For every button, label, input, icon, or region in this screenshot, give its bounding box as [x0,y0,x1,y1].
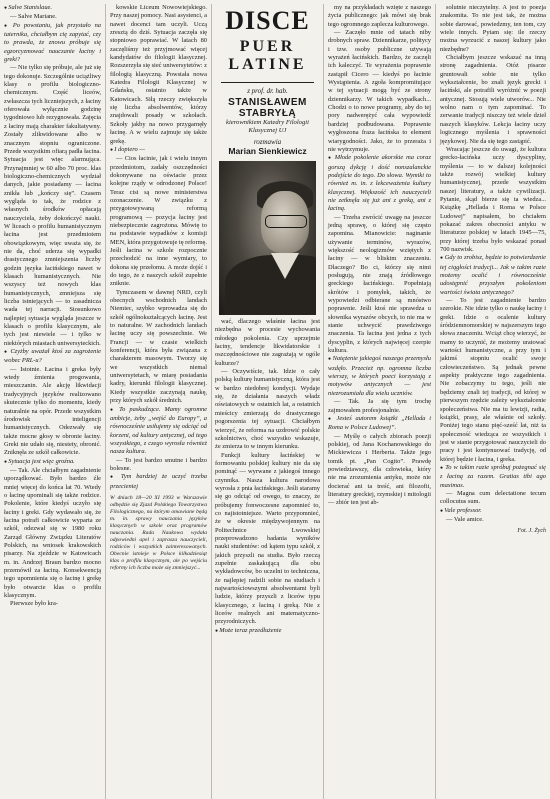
answer-paragraph: — Istotnie. Łacina i greka były wtedy źmienia progowania, mieszczanin. Ale akcję likwidacji tradycyjnych języków realizowano skutecznie tylko do momentu, kiedy naturalnie na opór. Przede wszystkim środowisk inteligencji humanistycznych. Odezwały się także mocne głosy w obronie łaciny. Greki nie udało się, niestety, obronić. Zniknęła ze szkół całkowicie. [4,365,101,457]
column-5 [436,4,550,799]
interviewer-question: ● Może teraz przedłużenie [215,627,320,636]
answer-paragraph: Wracając jeszcze do uwagi, że kultura grecko-łacińska uczy dyscypliny, myślenia — to w dalszej kolejności także rozwój wielkiej kultury humanistycznej, przede wszystkim naszej literatury, a także cywilizacji. Pytanie, skąd bierze się ta wiedza... Książkę „Hellada i Roma w Polsce Ludowej” napisałem, bo chciałem pokazać zakres obecności antyku w literaturze polskiej w latach 1945—75, przy której trzeba było wskazać ponad 700 nazwisk. [440,145,546,253]
column-3 [212,4,324,799]
column-1 [0,4,106,799]
talk-label: rozmawia [253,138,282,147]
interviewer-question: ● Czyżby uważał ktoś za zagrożenie wobec PRL-u? [4,348,101,366]
footnote: W dniach 18—20 XI 1993 w Warszawie odbędzie się Zjazd Polskiego Towarzystwa Filologicznego, na którym omawiane będą m. in. sprawy nauczania języków klasycznych w szkole oraz programów nauczania. Rada Naukowa wydała odpowiedni apel i zaprasza nauczycieli, rodziców i wszystkich zainteresowanych. Obecnie istnieje w Polsce kilkadziesiąt klas o profilu klasycznym, ale po wejściu reformy ich liczba może się zmniejszyć... [110,494,207,571]
author-role: kierownikiem Katedry Filologii Klasycznej UJ [226,119,309,135]
answer-paragraph: my na przykładach wzięte z naszego życia publicznego: jak mówi się brak tego ogromnego zaplecza kulturowego. [328,4,431,28]
interviewer-question: ● To w takim razie spróbuj pożegnać się z łaciną za razem. Gratias tibi ago maximas. [440,464,546,490]
interviewer-question: ● To paskudzące. Mamy ogromne ambicje, żeby „wejść do Europy”, a równocześnie usiłujemy się odciąć od korzeni, od kultury antycznej, od tego wszystkiego, z czego wyrosła również nasza kultura. [110,406,207,457]
interviewer-question: ● Vale professor. [440,507,546,516]
answer-paragraph: — Oczywiście, tak. Idzie o cały polską kulturę humanistyczną, która jest w bardzo niedobrej kondycji. Wydaje się, że działania naszych władz oświatowych w ostatnich lat, a ostatnich mieścicy zmierzają do drastycznego pogorszenia tej sytuacji. Chciałbym wierzyć, że reforma na uzdrowić polskie szkolnictwo, choć wszystko wskazuje, że zmierza to w innym kierunku. [215,368,320,451]
interviewer-name: Marian Sienkiewicz [228,145,307,156]
answer-paragraph: — Trzeba zwrócić uwagę na jeszcze jedną sprawę, o której się często zapomina. Mianowicie: naginanie używanie terminów, wyrazów, większość neologizmów wziętych z łaciny — w bliskim znaczeniu. Dlaczego? Bo ci, którzy się nimi posługują, nie znają źródłowego greckiego łacińskiego. Popełniają skrótów i pomyłek, takich, że wypowiedzi odbierane są mnóstwo poprawnie. Jeśli ktoś nie sprawdza u słownika wyrazów obcych, to nie ma w stanie uchwycić prawdziwego znaczenia. Ta łacina jest jedna z tych dyscyplin, z których najwięcej czerpie kultura. [328,213,431,355]
title-line-2: PUER [239,38,296,55]
portrait-photo [219,161,316,315]
interviewer-question: ● Salve Stanislaue. [4,4,101,13]
interviewer-question: ● Natężenie jakiegoś naszego przemysłu wzdęło. Przecież np. ogromna liczba wierszy, w których poeci korzystają z motywów antycznych — jest niezrozumiała dla wielu uczniów. [328,355,431,398]
title-rule [221,82,314,83]
answer-paragraph: Pierwsze było kra- [10,600,58,608]
photo-suit [225,255,316,315]
title-line-3: LATINE [228,56,307,73]
answer-paragraph: wać, dlaczego właśnie łacina jest niezbędna w procesie wychowania młodego pokolenia. Czy uprzejmie łaciny, tendencje likwidatorskie i oszczędnościowe nie zagrażają w ogóle kulturze? [215,318,320,367]
answer-paragraph: — Nie tylko się próbuje, ale już się tego dokonuje. Szczególnie uciążliwy klasy o profilu biologiczno-chemicznym. Część liceów, zwłaszcza tych liczniejszych, z łaciny oferowała wyłącznie godzinę tygodniowo lub rezygnowała. Zajęcia z łaciny mają charakter fakultatywny. Zostały zlikwidowane albo w znacznym stopniu ograniczone. Przede wszystkim ofiarą padła łacina. Sytuacja jest więc alarmująca. Przynajmniej w 60 albo 70 proc. klas biologiczno-chemicznych wydział danych, jakie posiadamy — łacina znikła lub „kończy się”. Czasem wygląda to tak, że rodzice z własnych środków opłacają nauczyciela, żeby dokończyć nauki. W liceach o profilu humanistycznym łacina jest przedmiotem obowiązkowym, więc uważa się, że nie da, choć uderza się wypadki drastycznego zmniejszenia liczby godzin języka łacińskiego nawet w klasach humanistycznych. Nie wszyscy też nowych klas humanistycznych, zmniejsza się liczba istniejących — to zasadnicza wada tej narracji. Stosunkowo najlepiej sytuacja wygląda jeszcze w klasach o profilu klasycznym, ale tych jest niewiele — i tylko w niektórych miastach uniwersyteckich. [4,64,101,347]
answer-paragraph: — Vale amice. [446,515,484,523]
answer-paragraph: Chciałbym jeszcze wskazać na inną stronę zagadnienia. Otóż pisarze gruntowali sobie nie tylko wykształcenie, bo znali język grecki i łaciński, ale potrafili wyróżnić w poezji antycznej. Stosują wiele utworów... Nie wolno nam o tym zapominać. To zerwanie tradycji niszczy też wiele dzieł naszych klasyków. Lekcja łaciny uczy logicznego myślenia i sprawności językowej. Nie da się tego zastąpić. [440,54,546,145]
interviewer-question: ● Po powstaniu, jak przystało na taternika, chciałbym cię zapytać, czy to prawda, że znowu próbuje się egzorcyzmować nauczanie łaciny i greki? [4,22,101,65]
answer-paragraph: — To jest zagadnienie bardzo szerokie. Nie idzie tylko o naukę łaciny i greki. Idzie o ocalenie kultury śródziemnomorskiej w najszerszym tego słowa znaczeniu. Wciąż chcę wierzyć, że mamy to uczynić, że możemy uratować wartości humanistyczne, a przy tym i jakimś stopniu ocalić swoje człowieczeństwo. Są jednak pewne aspekty praktyczne tego zagadnienia. Nie zobaczymy tu tego, jeśli nie będziemy znali tej tradycji, od której w pierwszym rzędzie zależy wykształcenie społeczeństwa. Nie ma tu lewizji, radia, książki, prasy, ale właśnie od szkoły. Poniżej tego stanu pięć-sześć lat, niż ta społeczność wiedząca ze wszystkich i jest w stanie przygotować nauczycieli do pracy i jest kontynuować tradycję, od której będzie i łacina, i greka. [440,297,546,463]
author-prefix: z prof. dr. hab. [247,87,288,95]
title-line-1: DISCE [225,6,310,35]
answer-paragraph: kowskie Liceum Nowowiejskiego. Przy naszej pomocy. Nasi asystenci, a nawet docenci tam uczyli. Uczą zresztą do dziś. Sytuacja zaczęła się stopniowo poprawiać. W latach 80 zaczęliśmy też przyjmować więcej kandydatów do filologii klasycznej. Rozszerzyła się sieć uniwersytetów: z filologią klasyczną. Powstała nowa Katedra Filologii Klasycznej w Gdańsku, ostatnio także w Katowicach. Siłą rzeczy zwiększyła się liczba absolwentów, którzy znajdowali posady w szkołach. Szkoły jakby na nowo przygarnęły łacinę. A w wielu zajmuje się także grekę. [110,4,208,145]
answer-paragraph: solutnie nieczytelny. A jest to poezja znakomita. To nie jest tak, że można sobie darować, powiedzmy, ten tom, czy wiele innych. Pytam się: ile rzeczy można wyrzucić z naszej kultury jako niezbędne? [440,4,546,53]
answer-paragraph: — To jest bardzo smutne i bardzo bolesne. [110,456,207,472]
interviewer-question: ● Młode pokolenie akorskie ma coraz gorszą dykcję i dość nonszalanckie podejście do tego. Do słowa. Wymiki to również m. in. z lekceważenia kultury klasycznej. Większość ich nauczycieli nie zetknęła się już ani z greką, ani z łaciną. [328,154,431,213]
answer-paragraph: — Zaczęło mnie od tatach niby drobnych spraw. Dziennikarze, politycy i tzw. osoby publiczne używają wyrażeń łacińskich. Bardzo, że zaczęli ich kaleczyć. Te wyrażenia poprawnie zastąpił Cicero — kiedyś po łacinie Wystąpienia. A zgoła kompromitujące w tej sytuacji mogą być ze strony dziennikarzy. W takich wypadkach... Chodzi o to nowe programy, aby do tej pory nadwerężyć cała wypowiedź bardziej podbudowana. Poprawnie wygłoszona fraza łacińska to element wiarygodności. Jako, że to przeraża i nie wytrzymuje. [328,29,431,153]
photo-credit: Fot. J. Żych [517,528,546,535]
answer-paragraph: Tymczasem w dawnej NRD, czyli obecnych wschodnich landach Niemiec, szybko wprowadza się do szkół ogólnokształcących łacinę. Jest to naturalne. W zachodnich landach łacinę uczy się powszechnie. We Francji — w czasie wielkich konferencji, która była związana z charakterem masowym. Tworzy się we wszystkich niemal uniwersytetach, w miarę posiadania kadry, kierunki filologii klasycznej. Kiedy wszystkie zaczynają naukę, przy których szkół średnich. [110,288,207,405]
interviewer-question: ● Sytuacja jest więc groźna. [4,458,101,467]
answer-paragraph: — Tak. Ja się tym trochę zajmowałem profesjonalnie. [328,398,431,414]
column-4 [324,4,436,799]
interviewer-question: ● Jesteś autorem książki „Hellada i Roma w Polsce Ludowej”. [328,415,431,433]
article-header [215,4,320,155]
answer-paragraph: — Myślę o całych zbiorach poezji polskiej, od Jana Kochanowskiego do Mickiewicza i Herberta. Także jego tomik pt. „Pan Cogito”. Prawdę powiedziawszy, dla człowieka, który nie ma zrozumienia antyku, może nie docierać ani ta treść, ani filozofii, literatury greckiej, rzymskiej i mitologii — zbiór ten jest ab- [328,432,431,507]
answer-paragraph: — Magna cum delectatione tecum collocutus sum. [440,489,546,506]
answer-paragraph: — Tak. Ale chciałbym zagadnienie uporządkować. Było bardzo źle mniej więcej do końca lat 70. Wtedy o łacinę upominali się także rodzice. Pokolenie, które kiedyś uczyło się łaciny i greki. Gdy wydawało się, że łacina potrafi całkowicie wyparta ze szkół, odezwał się w 1980 roku Zarząd Główny Związku Literatów Polskich, na wniosek krakowskich pisarzy. Na zjeździe w Katowicach m. in. Andrzej Braun bardzo mocno przemówił za łaciną. Konsekwencją tego upomnienia się o łacinę i grekę było otwarcie klas o profilu klasycznym. [4,466,101,600]
column-2 [106,4,212,799]
photo-glasses [265,215,307,228]
answer-paragraph: Funkcji kultury łacińskiej w formowaniu polskiej kultury nie da się pominąć — wyrwane z jakiegoś innego czynnika. Nasza kultura narodowa wyrosła z pnia łacińskiego. Jeśli staramy się go odciąć od owego, to znaczy, że próbujemy fonwoczesne zapomnieć to, co najistotniejsze. Warto przypomnieć, że w okresie międzywojennym na Politechnice Lwowskiej przeprowadzono badania wyników nauki studentów: od kątem typu szkół, z jakich przyszli na studia. Było rzeczą zupełnie zaskakującą dla obu wykładowców, bo uczelni to techniczna, że najlepiej radzili sobie na studiach i najwartościowszymi absolwentami byli ludzie, którzy przyszli z liceów typu klasycznego, z łaciną i greką. Nie z liceów realnych ani matematyczno-przyrodniczych. [215,451,320,626]
interviewer-question: ● Tym bardziej że uczyć trzeba przecieniej [110,473,207,491]
answer-paragraph: — Salve Mariane. [10,13,57,21]
answer-paragraph: — Cios łacinie, jak i wielu innym przedmiotom, zadały oszczędności dokonywane na oświacie przez kolejne rządy w odrodzonej Polsce! Teraz cisi są nowe ministerstwa ozonaczenie. W związku z przygotowywaną reformą programową — pozycja łaciny jest niebezpiecznie zagrożona. Mówię to na podstawie wypadków z komisji MEN, która przygotowuje tę reformę. Jeśli łacina w szkole rozpocznie przechodzić na inne wymiary, to dokona się przełomu. A może dojść i do tego, że z naszych szkół zupełnie zniknie. [110,155,207,288]
interviewer-question: ● Gdy to zrobisz, będzie to potwierdzenie tej ciągłości tradycji... Jak w takim razie możemy ocalić i równocześnie udostępnić przyszłym pokoleniom wartości świata antycznego? [440,254,546,297]
author-name: STANISŁAWEM STABRYŁĄ [228,97,307,120]
interviewer-question: ● I dopiero — [110,146,207,155]
